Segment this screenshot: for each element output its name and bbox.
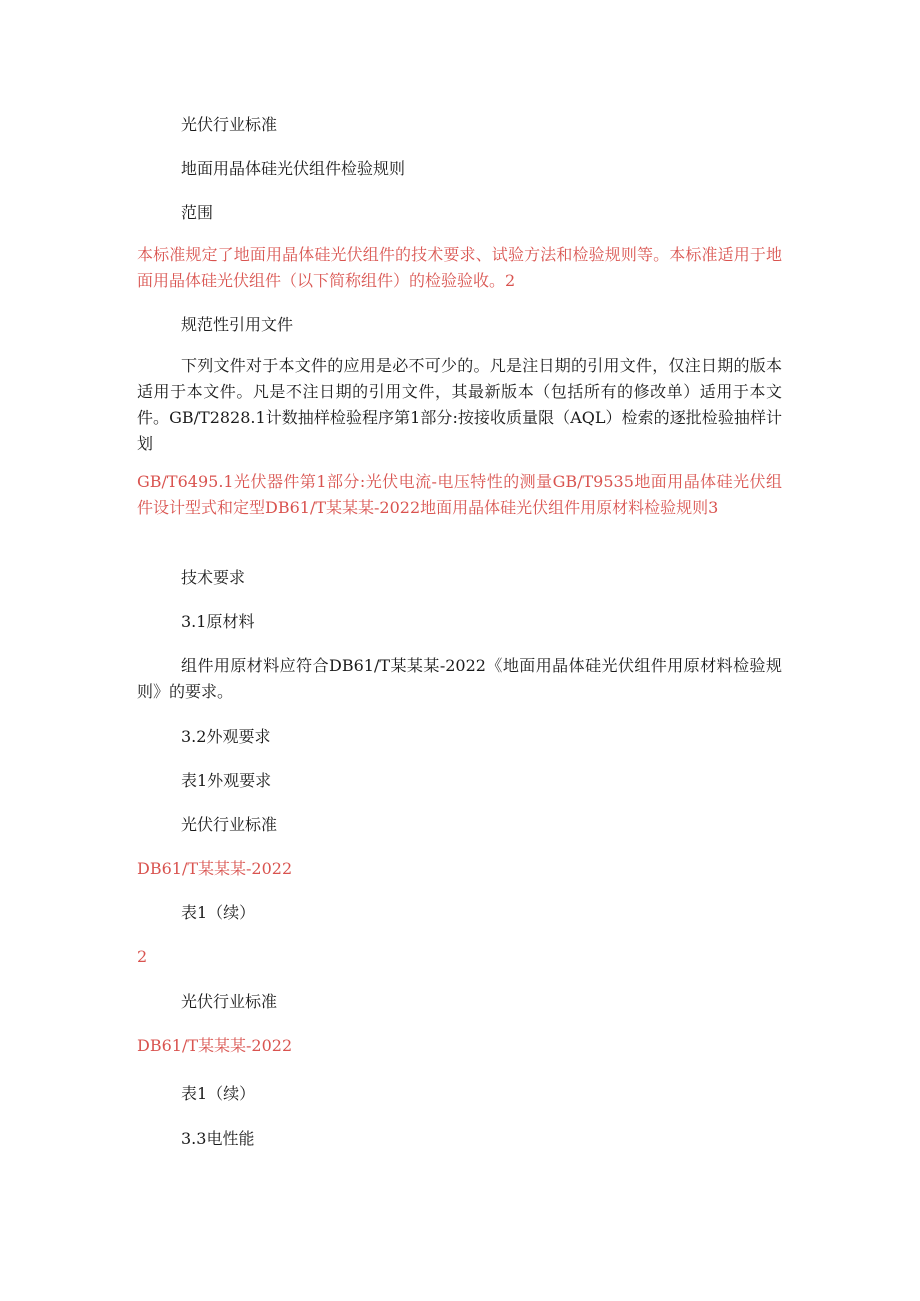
table-caption-appearance: 表1外观要求 [181,771,272,790]
document-title: 地面用晶体硅光伏组件检验规则 [181,159,406,178]
table-caption-continued-2: 表1（续） [181,1084,256,1103]
page-number: 2 [137,947,148,966]
section-heading-references: 规范性引用文件 [181,315,294,334]
section-heading-technical-requirements: 技术要求 [181,568,246,587]
raw-materials-paragraph: 组件用原材料应符合DB61/T某某某-2022《地面用晶体硅光伏组件用原材料检验规则》的要求。 [137,656,782,701]
section-heading-scope: 范围 [181,203,214,222]
subsection-heading-raw-materials: 3.1原材料 [181,612,255,631]
subsection-heading-electrical: 3.3电性能 [181,1129,255,1148]
page-header-industry-standard: 光伏行业标准 [181,815,278,834]
page-header-industry-standard-2: 光伏行业标准 [181,992,278,1011]
references-list-paragraph: GB/T6495.1光伏器件第1部分:光伏电流-电压特性的测量GB/T9535地面用晶体硅光伏组件设计型式和定型DB61/T某某某-2022地面用晶体硅光伏组件用原材料检验规则3 [137,472,782,517]
page-header-standard-number-2: DB61/T某某某-2022 [137,1036,293,1055]
subsection-heading-appearance: 3.2外观要求 [181,727,271,746]
header-industry-standard: 光伏行业标准 [181,115,278,134]
references-paragraph: 下列文件对于本文件的应用是必不可少的。凡是注日期的引用文件，仅注日期的版本适用于本文件。凡是不注日期的引用文件，其最新版本（包括所有的修改单）适用于本文件。GB/T2828.1计数抽样检验程序第1部分:按接收质量限（AQL）检索的逐批检验抽样计划 [137,356,782,453]
table-caption-continued: 表1（续） [181,903,256,922]
scope-paragraph: 本标准规定了地面用晶体硅光伏组件的技术要求、试验方法和检验规则等。本标准适用于地面用晶体硅光伏组件（以下简称组件）的检验验收。2 [137,245,782,290]
page-header-standard-number: DB61/T某某某-2022 [137,859,293,878]
